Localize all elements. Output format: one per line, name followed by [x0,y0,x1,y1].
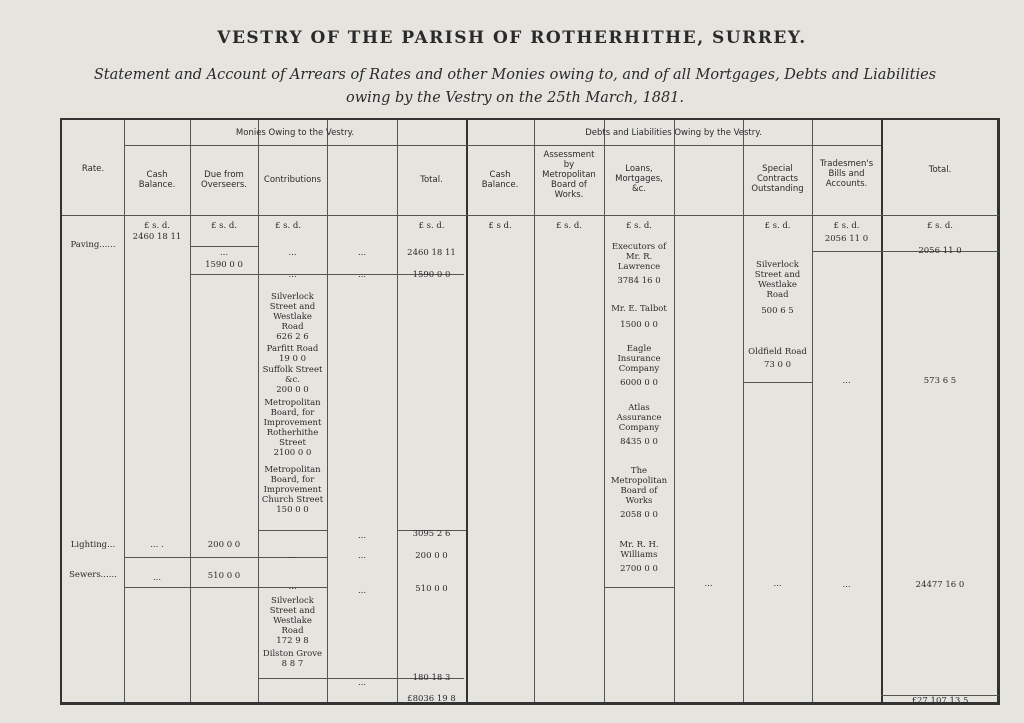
header-assessment: Assessment by Metropolitan Board of Works. [542,150,596,200]
header-monies-owing: Monies Owing to the Vestry. [235,128,355,138]
monies-total: £8036 19 8 [407,694,456,704]
rule [258,530,327,531]
subtitle-line-2: owing by the Vestry on the 25th March, 1881. [345,90,685,106]
header-tradesmens-bills: Tradesmen's Bills and Accounts. [819,159,874,189]
header-loans: Loans, Mortgages, &c. [615,164,663,194]
header-due-from-overseers: Due from Overseers. [201,170,247,190]
ditto: ... [704,579,713,589]
loan-metropolitan-board: The Metropolitan Board of Works 2058 0 0 [610,466,668,520]
ditto: ... [773,579,782,589]
loan-talbot: Mr. E. Talbot 1500 0 0 [611,304,667,330]
rule [190,246,258,247]
lsd-label: £ s. d. [555,221,583,231]
contribution-parfitt-road: Parfitt Road 19 0 0 [266,344,319,364]
rule [812,120,813,702]
loan-eagle-insurance: Eagle Insurance Company 6000 0 0 [617,344,661,388]
ditto: ... [357,551,367,561]
lsd-label: £ s. d. [210,221,238,231]
contribution-suffolk-street: Suffolk Street &c. 200 0 0 [262,365,323,395]
rule [674,120,675,702]
accounts-table [60,118,1000,705]
contribution-silverlock: Silverlock Street and Westlake Road 626 2 6 [269,292,316,342]
ditto: ... [152,573,162,583]
lighting-total: 200 0 0 [415,551,448,561]
subtitle-line-1: Statement and Account of Arrears of Rates and other Monies owing to, and of all Mortgages, Debts and Liabilities [93,67,937,83]
tradesmen-paving: 2056 11 0 [824,234,869,244]
lsd-label: £ s. d. [764,221,791,231]
paving-cash-balance: 2460 18 11 [132,232,182,242]
sewers-overseers: 510 0 0 [207,571,241,581]
lsd-label: £ s. d. [143,221,171,231]
ditto: ... . [150,540,164,550]
ditto: ... [288,270,297,280]
contribution-dilston-grove: Dilston Grove 8 8 7 [262,649,323,669]
ditto: ... [288,248,297,258]
sewers-contrib-subtotal: 180 18 3 [412,673,451,683]
ditto: ... [219,248,229,258]
lsd-label: £ s d. [488,221,512,231]
paving-total-2: 1590 0 0 [412,270,451,280]
rule [397,120,398,702]
rule [124,145,881,146]
paving-overseers: 1590 0 0 [205,260,243,270]
header-debt-cash-balance: Cash Balance. [481,170,519,190]
rule [604,587,674,588]
rule [743,120,744,702]
lsd-label: £ s. d. [418,221,445,231]
lsd-label: £ s. d. [625,221,653,231]
contribution-silverlock-sewers: Silverlock Street and Westlake Road 172 9 8 [269,596,316,646]
paving-contrib-subtotal: 3095 2 6 [412,529,451,539]
contribution-church-street: Metropolitan Board, for Improvement Church Street 150 0 0 [261,465,324,515]
ditto: ... [842,580,851,590]
header-debts-owing: Debts and Liabilities Owing by the Vestry. [585,128,762,138]
lsd-label: £ s. d. [274,221,302,231]
header-total: Total. [420,175,443,185]
loan-lawrence: Executors of Mr. R. Lawrence 3784 16 0 [611,242,667,286]
rule [62,215,999,216]
rule [466,120,468,702]
contribution-rotherhithe-street: Metropolitan Board, for Improvement Rotherhithe Street 2100 0 0 [263,398,322,458]
special-silverlock: Silverlock Street and Westlake Road 500 6 5 [754,260,801,316]
rate-lighting: Lighting... [70,540,116,550]
header-special-contracts: Special Contracts Outstanding [751,164,804,194]
ditto: ... [357,586,367,596]
lsd-label: £ s. d. [926,221,954,231]
rule [881,120,883,702]
lighting-overseers: 200 0 0 [207,540,241,550]
ditto: ... [288,551,297,561]
loan-atlas-assurance: Atlas Assurance Company 8435 0 0 [616,403,662,447]
document-title: VESTRY OF THE PARISH OF ROTHERHITHE, SURREY. [217,28,807,48]
special-oldfield-road: Oldfield Road 73 0 0 [748,347,807,370]
rule [743,382,812,383]
header-contributions: Contributions [263,175,322,185]
rule [534,120,535,702]
header-rate: Rate. [81,164,105,174]
document-subtitle [50,64,980,110]
loan-williams: Mr. R. H. Williams 2700 0 0 [619,540,659,574]
ditto: ... [357,248,367,258]
grand-total: £27,107 13 5 [911,696,969,706]
total-special: 573 6 5 [923,376,957,386]
rule [190,120,191,702]
ditto: ... [842,376,851,386]
total-loans: 24477 16 0 [915,580,965,590]
rule [124,120,125,702]
ditto: ... [288,582,297,592]
ditto: ... [357,270,367,280]
total-paving: 2056 11 0 [918,246,962,256]
ditto: ... [357,531,367,541]
paving-total-1: 2460 18 11 [407,248,456,258]
rate-sewers: Sewers...... [69,570,117,580]
header-cash-balance: Cash Balance. [138,170,176,190]
sewers-total: 510 0 0 [415,584,448,594]
header-grand-total: Total. [928,165,952,175]
ditto: ... [357,678,367,688]
rate-paving: Paving...... [70,240,116,250]
lsd-label: £ s. d. [833,221,860,231]
rule [327,120,328,702]
